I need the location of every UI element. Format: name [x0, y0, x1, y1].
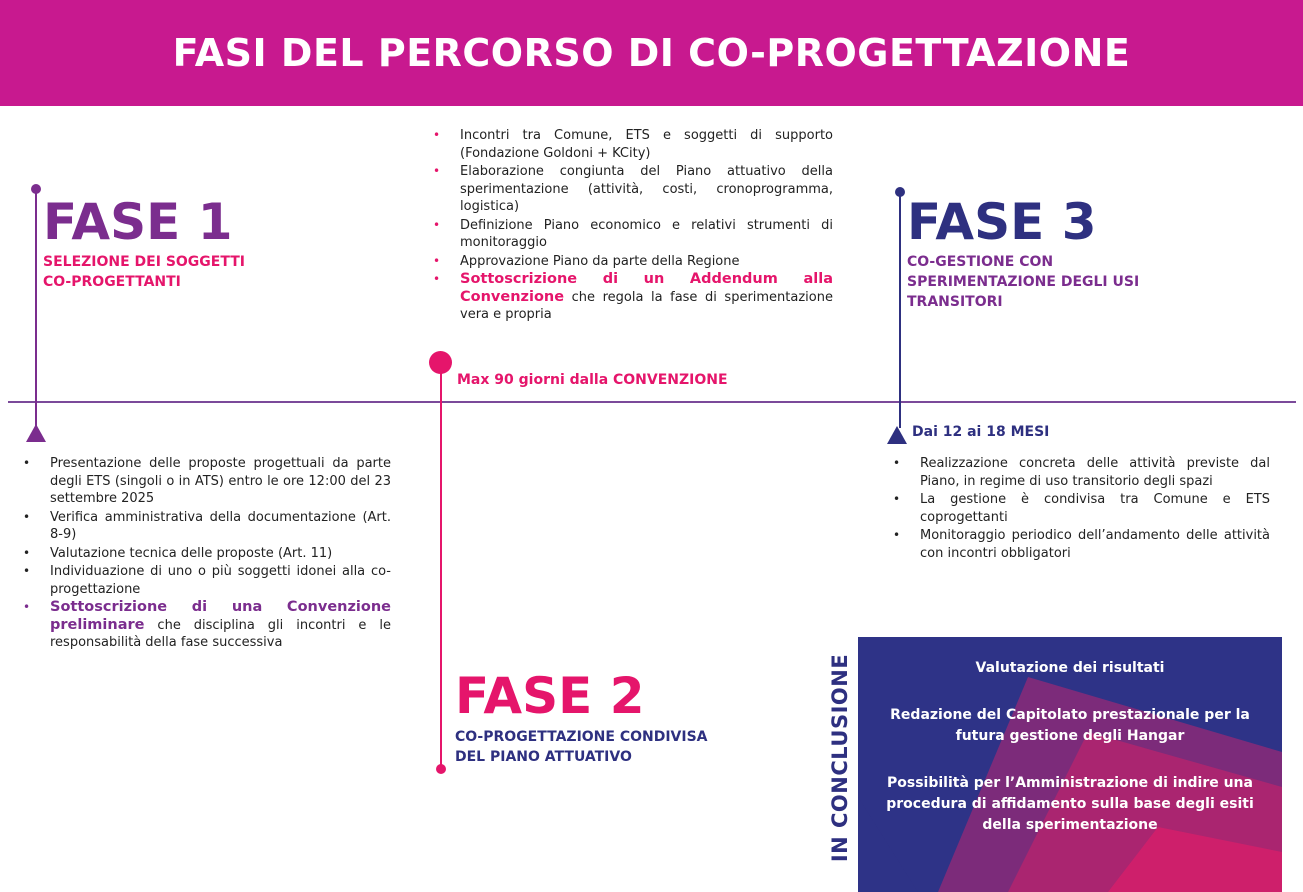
bullet-icon: • — [23, 509, 31, 524]
fase1-subtitle-line: SELEZIONE DEI SOGGETTI — [43, 254, 245, 270]
fase1-stem — [35, 190, 37, 428]
fase3-duration: Dai 12 ai 18 MESI — [912, 424, 1050, 440]
list-item: • Realizzazione concreta delle attività previste dal Piano, in regime di uso transitorio degli spazi — [893, 456, 1270, 489]
fase3-marker — [887, 426, 907, 444]
bullet-icon: • — [433, 272, 441, 286]
fase1-subtitle — [43, 252, 245, 292]
list-item-highlight: • Sottoscrizione di una Convenzione preliminare che disciplina gli incontri e le responsabilità della fase successiva — [23, 599, 391, 650]
conclusion-item: Valutazione dei risultati — [975, 660, 1165, 676]
list-item-highlight: • Sottoscrizione di un Addendum alla Convenzione che regola la fase di sperimentazione vera e propria — [433, 271, 833, 322]
conclusion-label — [822, 650, 858, 866]
bullet-icon: • — [433, 217, 441, 232]
fase3-subtitle-line: SPERIMENTAZIONE DEGLI USI — [907, 274, 1140, 290]
fase1-title: FASE 1 — [43, 193, 233, 251]
bullet-icon: • — [23, 545, 31, 560]
header-banner — [0, 0, 1303, 106]
fase2-highlight: Sottoscrizione di un Addendum alla Convenzione — [460, 271, 833, 305]
bullet-icon: • — [23, 456, 31, 470]
fase2-activities — [430, 127, 833, 325]
list-item: • Verifica amministrativa della documentazione (Art. 8-9) — [23, 509, 391, 542]
fase1-highlight: Sottoscrizione di una Convenzione preliminare — [50, 599, 391, 633]
fase2-stem — [440, 362, 442, 770]
fase2-duration: Max 90 giorni dalla CONVENZIONE — [457, 372, 728, 388]
fase1-marker — [26, 424, 46, 442]
conclusion-box — [858, 637, 1282, 892]
fase3-subtitle — [907, 252, 1139, 312]
bullet-icon: • — [893, 456, 901, 470]
fase2-subtitle-line: CO-PROGETTAZIONE CONDIVISA — [455, 729, 708, 745]
fase3-activities — [890, 455, 1270, 563]
page-title: FASI DEL PERCORSO DI CO-PROGETTAZIONE — [172, 31, 1131, 75]
list-item: • Approvazione Piano da parte della Regione — [433, 253, 740, 269]
bullet-icon: • — [433, 128, 441, 142]
fase1-activities — [20, 455, 391, 653]
timeline-axis — [8, 401, 1296, 403]
fase2-subtitle — [455, 727, 708, 767]
list-item: • La gestione è condivisa tra Comune e ETS coprogettanti — [893, 492, 1270, 525]
list-item: • Monitoraggio periodico dell’andamento delle attività con incontri obbligatori — [893, 528, 1270, 561]
bullet-icon: • — [433, 164, 441, 178]
bullet-icon: • — [893, 528, 901, 542]
fase2-dot-top — [429, 351, 452, 374]
conclusion-item: Redazione del Capitolato prestazionale per la futura gestione degli Hangar — [890, 707, 1250, 744]
bullet-icon: • — [893, 492, 901, 506]
fase3-subtitle-line: CO-GESTIONE CON — [907, 254, 1054, 270]
list-item: • Individuazione di uno o più soggetti idonei alla co-progettazione — [23, 564, 391, 597]
fase2-title: FASE 2 — [455, 667, 645, 725]
conclusion-item: Possibilità per l’Amministrazione di indire una procedura di affidamento sulla base degli esiti della sperimentazione — [886, 775, 1254, 833]
list-item: • Presentazione delle proposte progettuali da parte degli ETS (singoli o in ATS) entro le ore 12:00 del 23 settembre 2025 — [23, 456, 391, 506]
bullet-icon: • — [23, 564, 31, 578]
fase3-dot — [895, 187, 905, 197]
fase1-dot — [31, 184, 41, 194]
fase3-subtitle-line: TRANSITORI — [907, 294, 1003, 310]
fase1-subtitle-line: CO-PROGETTANTI — [43, 274, 181, 290]
fase2-subtitle-line: DEL PIANO ATTUATIVO — [455, 749, 632, 765]
list-item: • Incontri tra Comune, ETS e soggetti di supporto (Fondazione Goldoni + KCity) — [433, 128, 833, 161]
fase3-stem — [899, 193, 901, 428]
conclusion-items — [864, 658, 1276, 836]
list-item: • Valutazione tecnica delle proposte (Art. 11) — [23, 545, 333, 561]
list-item: • Elaborazione congiunta del Piano attuativo della sperimentazione (attività, costi, cronoprogramma, logistica) — [433, 164, 833, 214]
bullet-icon: • — [433, 253, 441, 268]
fase3-title: FASE 3 — [907, 193, 1097, 251]
bullet-icon: • — [23, 600, 31, 614]
fase2-dot-bottom — [436, 764, 446, 774]
conclusion-label-text: IN CONCLUSIONE — [828, 653, 853, 863]
list-item: • Definizione Piano economico e relativi strumenti di monitoraggio — [433, 217, 833, 250]
